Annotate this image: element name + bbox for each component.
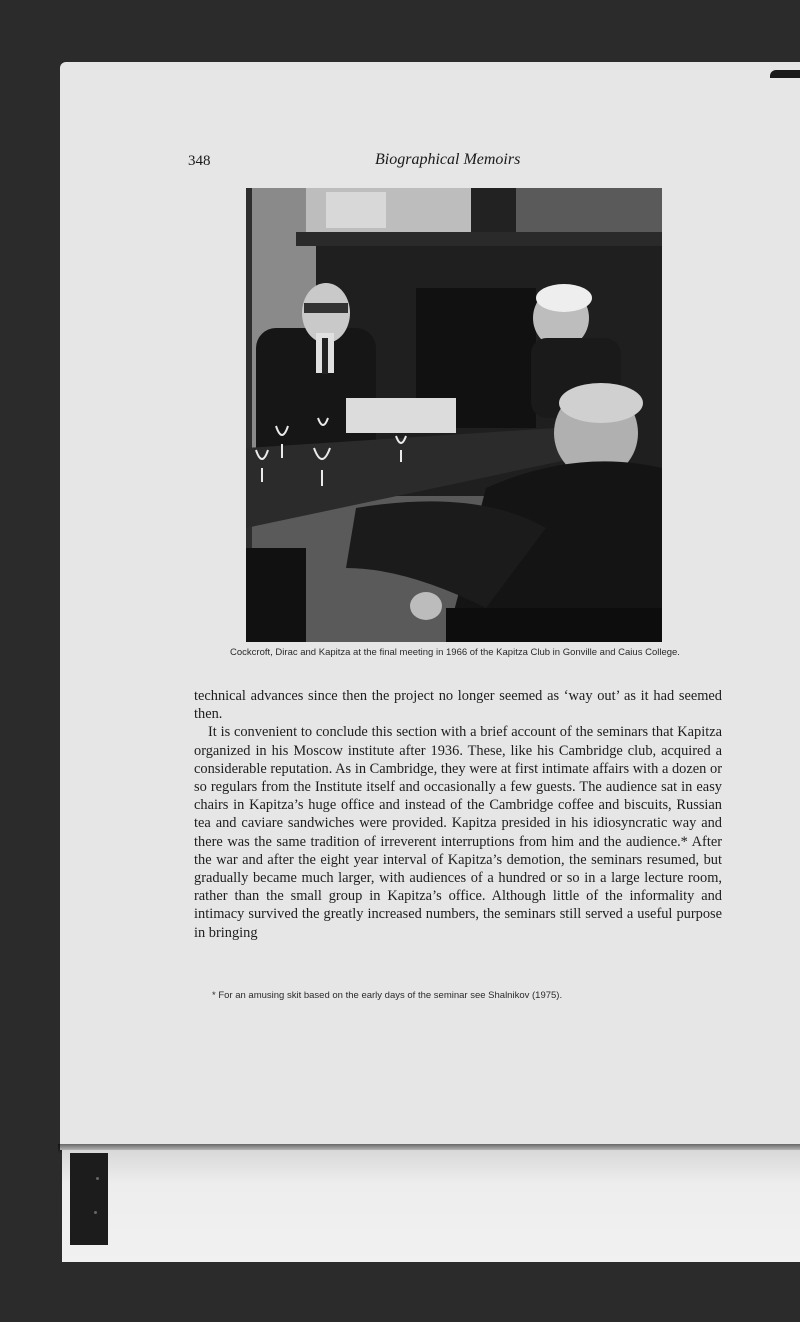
- photograph-illustration: [246, 188, 662, 642]
- page-curl: [62, 1150, 800, 1262]
- figure-caption: Cockcroft, Dirac and Kapitza at the final meeting in 1966 of the Kapitza Club in Gonville and Caius College.: [230, 647, 680, 658]
- photograph: [246, 188, 662, 642]
- paragraph-2: It is convenient to conclude this section with a brief account of the seminars that Kapitza organized in his Moscow institute after 1936. These, like his Cambridge club, acquired a considerable reputation. As in Cambridge, they were at first intimate affairs with a dozen or so regulars from the Institute itself and occasionally a few guests. The audience sat in easy chairs in Kapitza’s huge office and instead of the Cambridge coffee and biscuits, Russian tea and caviare sandwiches were provided. Kapitza presided in his idiosyncratic way and there was the same tradition of irreverent interruptions from him and the audience.* After the war and after the eight year interval of Kapitza’s demotion, the seminars resumed, but gradually became much larger, with audiences of a hundred or so in a large lecture room, rather than the small group in Kapitza’s office. Although little of the informality and intimacy survived the greatly increased numbers, the seminars still served a useful purpose in bringing: [194, 724, 722, 941]
- running-title: Biographical Memoirs: [375, 151, 521, 168]
- page-corner-edge: [770, 70, 800, 78]
- page-number: 348: [188, 153, 211, 169]
- paragraph-1: technical advances since then the project no longer seemed as ‘way out’ as it had seemed then.: [194, 688, 722, 723]
- footnote: * For an amusing skit based on the early days of the seminar see Shalnikov (1975).: [212, 990, 563, 1001]
- body-text: [194, 687, 722, 942]
- binder-tab: [70, 1153, 108, 1245]
